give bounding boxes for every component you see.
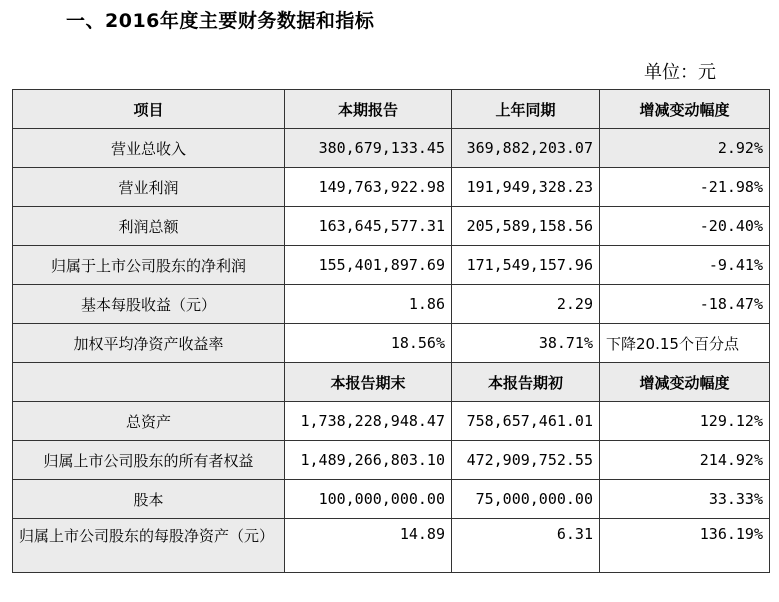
current-value: 380,679,133.45 bbox=[285, 129, 452, 168]
change-value: -9.41% bbox=[600, 246, 770, 285]
row-label: 利润总额 bbox=[13, 207, 285, 246]
financial-data-table bbox=[12, 89, 770, 573]
current-value: 1,489,266,803.10 bbox=[285, 441, 452, 480]
current-value: 149,763,922.98 bbox=[285, 168, 452, 207]
unit-label: 单位：元 bbox=[644, 62, 716, 83]
subheader-period-end: 本报告期末 bbox=[285, 363, 452, 402]
change-value: -20.40% bbox=[600, 207, 770, 246]
prior-value: 75,000,000.00 bbox=[452, 480, 600, 519]
prior-value: 369,882,203.07 bbox=[452, 129, 600, 168]
prior-value: 205,589,158.56 bbox=[452, 207, 600, 246]
row-label: 基本每股收益（元） bbox=[13, 285, 285, 324]
change-value: 33.33% bbox=[600, 480, 770, 519]
table-header-row bbox=[13, 90, 770, 129]
change-value: -18.47% bbox=[600, 285, 770, 324]
table-row bbox=[13, 168, 770, 207]
section-title: 一、2016年度主要财务数据和指标 bbox=[66, 10, 375, 32]
current-value: 18.56% bbox=[285, 324, 452, 363]
subheader-period-start: 本报告期初 bbox=[452, 363, 600, 402]
current-value: 100,000,000.00 bbox=[285, 480, 452, 519]
prior-value: 171,549,157.96 bbox=[452, 246, 600, 285]
change-value: 214.92% bbox=[600, 441, 770, 480]
current-value: 14.89 bbox=[285, 519, 452, 573]
current-value: 1.86 bbox=[285, 285, 452, 324]
prior-value: 2.29 bbox=[452, 285, 600, 324]
table-row bbox=[13, 519, 770, 573]
prior-value: 472,909,752.55 bbox=[452, 441, 600, 480]
header-prior-period: 上年同期 bbox=[452, 90, 600, 129]
change-value: 136.19% bbox=[600, 519, 770, 573]
table-subheader-row bbox=[13, 363, 770, 402]
current-value: 163,645,577.31 bbox=[285, 207, 452, 246]
row-label: 营业总收入 bbox=[13, 129, 285, 168]
header-item: 项目 bbox=[13, 90, 285, 129]
change-value: -21.98% bbox=[600, 168, 770, 207]
change-value: 129.12% bbox=[600, 402, 770, 441]
change-value: 2.92% bbox=[600, 129, 770, 168]
table-row bbox=[13, 207, 770, 246]
table-row bbox=[13, 285, 770, 324]
table-row bbox=[13, 441, 770, 480]
row-label: 营业利润 bbox=[13, 168, 285, 207]
table-row bbox=[13, 402, 770, 441]
table-row bbox=[13, 480, 770, 519]
prior-value: 758,657,461.01 bbox=[452, 402, 600, 441]
header-change: 增减变动幅度 bbox=[600, 90, 770, 129]
current-value: 155,401,897.69 bbox=[285, 246, 452, 285]
prior-value: 38.71% bbox=[452, 324, 600, 363]
row-label: 股本 bbox=[13, 480, 285, 519]
prior-value: 6.31 bbox=[452, 519, 600, 573]
header-current-period: 本期报告 bbox=[285, 90, 452, 129]
subheader-item bbox=[13, 363, 285, 402]
row-label: 归属上市公司股东的所有者权益 bbox=[13, 441, 285, 480]
subheader-change: 增减变动幅度 bbox=[600, 363, 770, 402]
current-value: 1,738,228,948.47 bbox=[285, 402, 452, 441]
table-row bbox=[13, 129, 770, 168]
change-value: 下降20.15个百分点 bbox=[600, 324, 770, 363]
row-label: 总资产 bbox=[13, 402, 285, 441]
table-row bbox=[13, 324, 770, 363]
row-label: 加权平均净资产收益率 bbox=[13, 324, 285, 363]
table-row bbox=[13, 246, 770, 285]
prior-value: 191,949,328.23 bbox=[452, 168, 600, 207]
row-label: 归属于上市公司股东的净利润 bbox=[13, 246, 285, 285]
row-label: 归属上市公司股东的每股净资产（元） bbox=[13, 519, 285, 573]
